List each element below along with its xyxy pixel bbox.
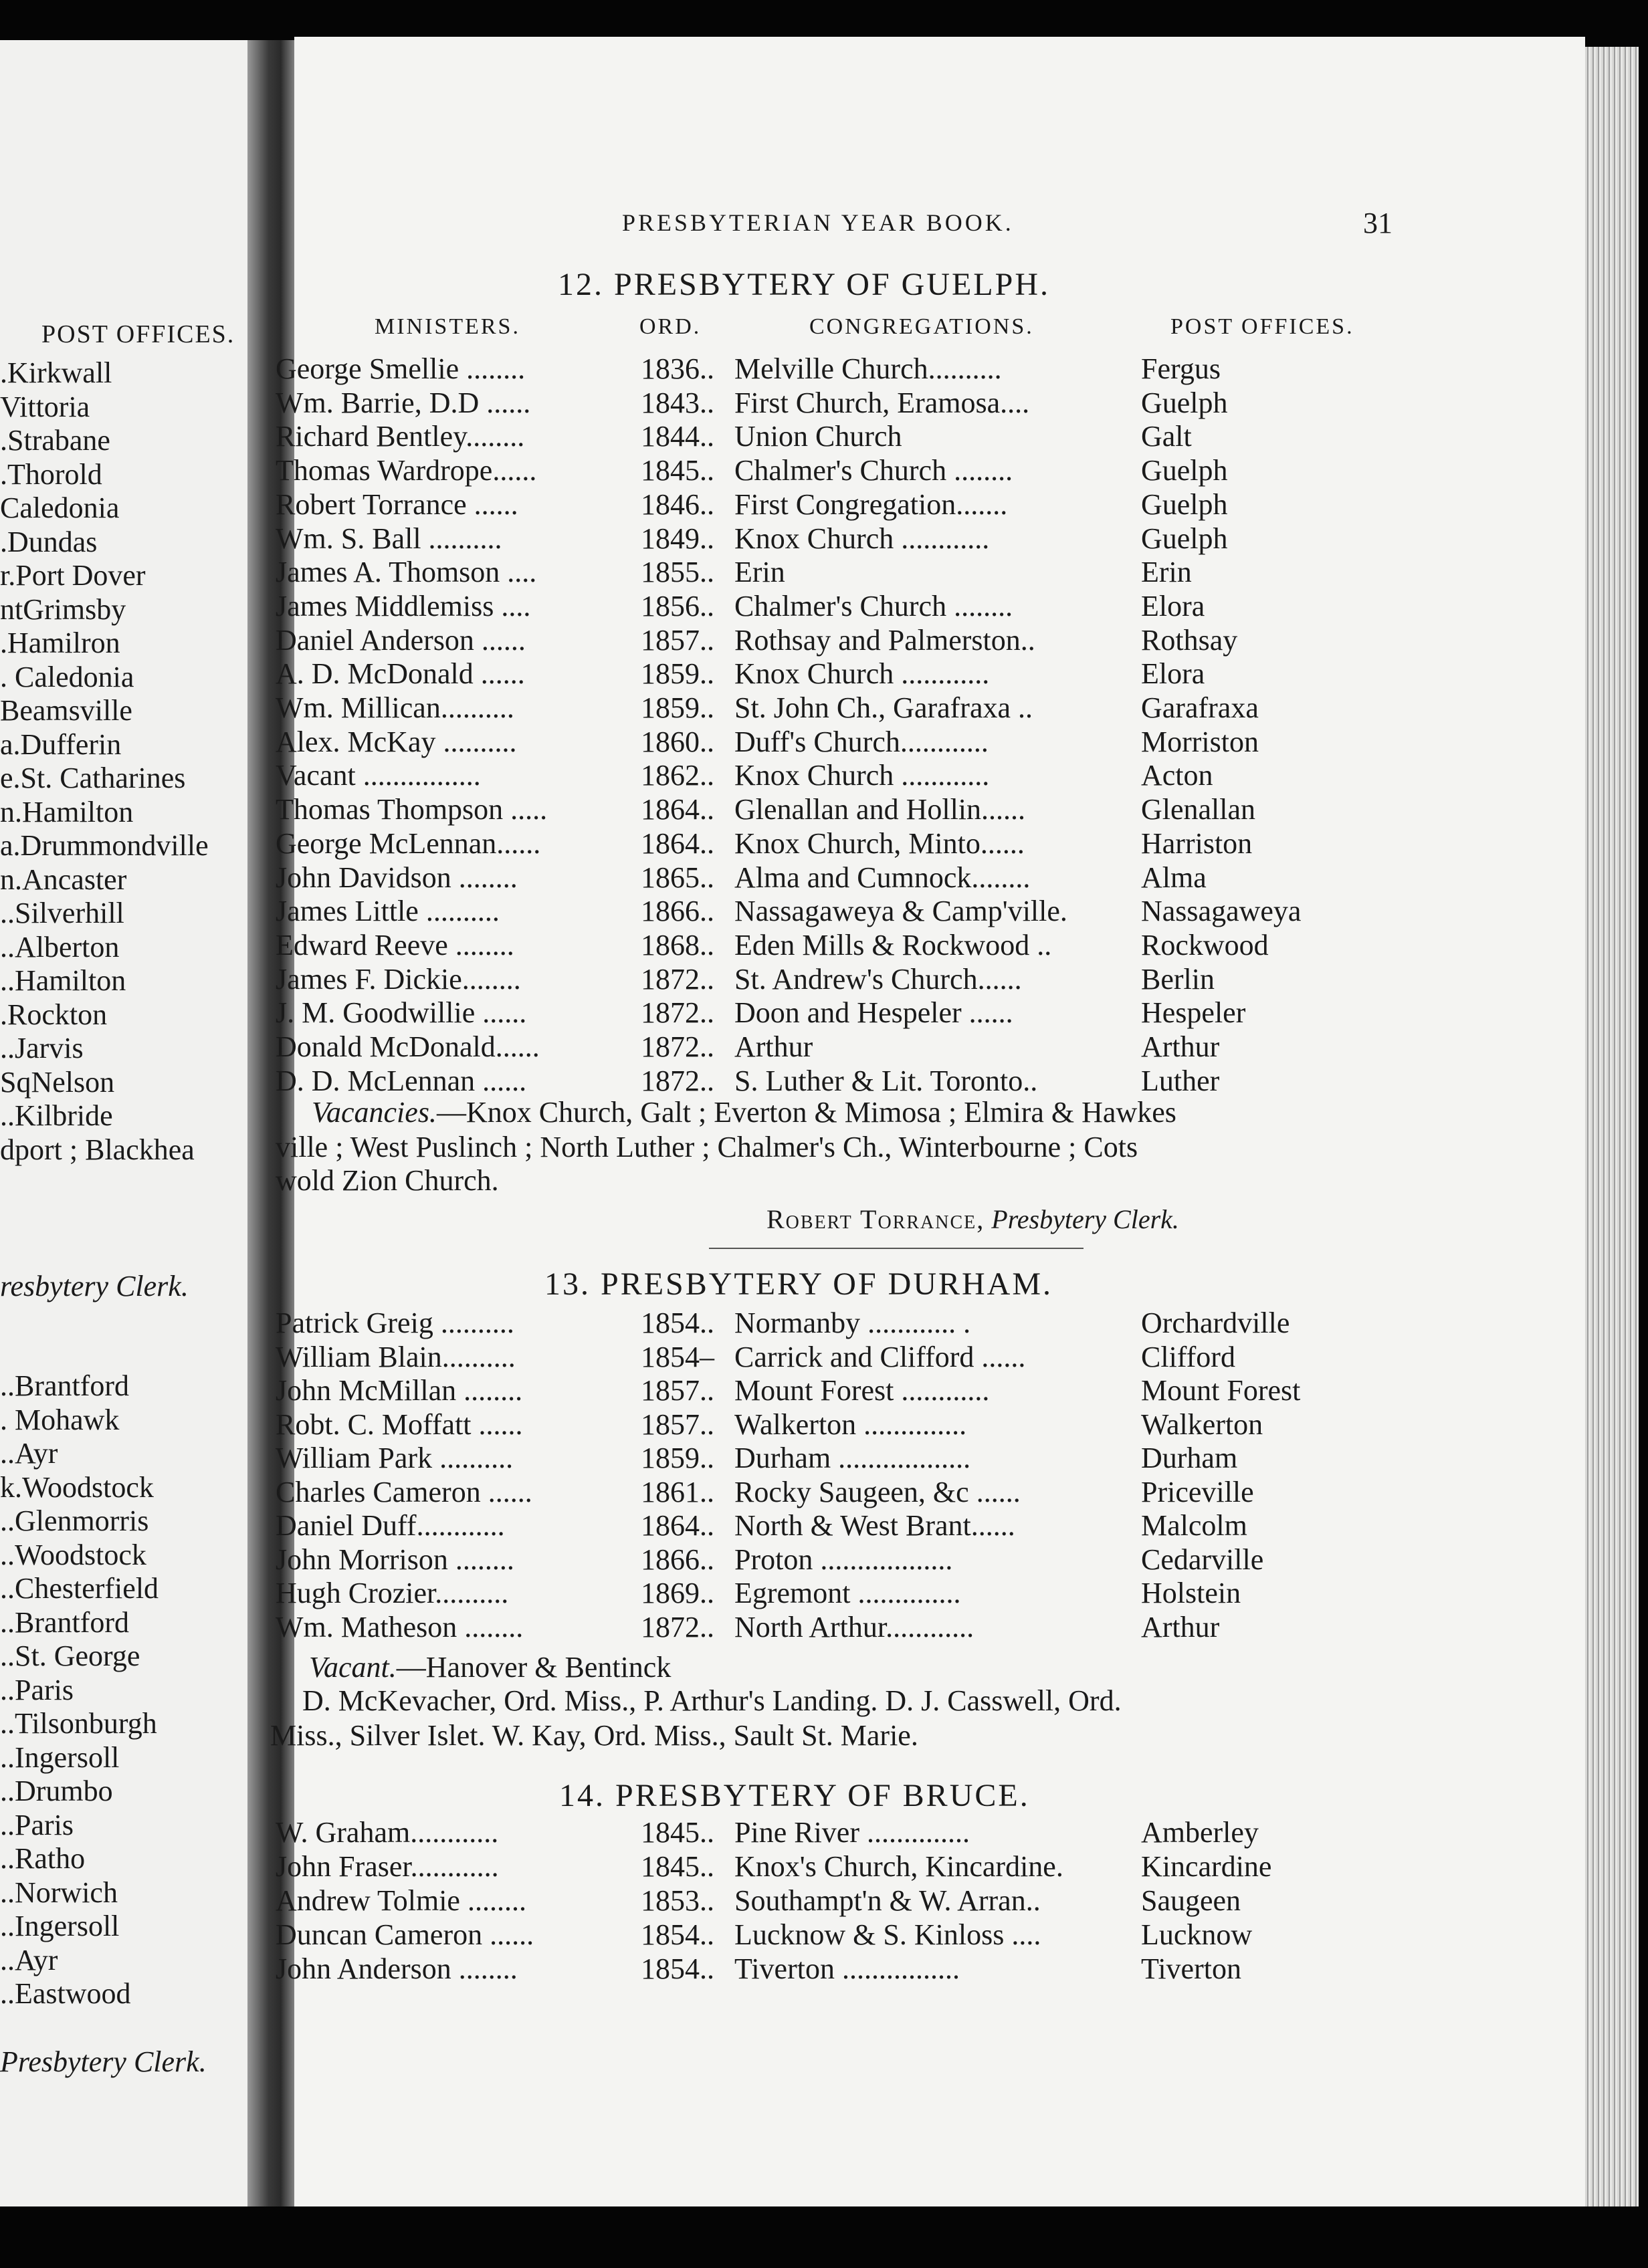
minister-cell: John Davidson ........ [276, 861, 518, 894]
post-office-cell: Cedarville [1141, 1543, 1264, 1576]
left-post-office-line: .Hamilron [0, 627, 120, 659]
page-edges [1585, 47, 1639, 2206]
post-office-cell: Malcolm [1141, 1509, 1247, 1542]
left-post-office-line: ..Glenmorris [0, 1504, 149, 1537]
minister-cell: George McLennan...... [276, 826, 541, 860]
ordination-year-cell: 1854– [641, 1340, 714, 1373]
congregation-cell: Alma and Cumnock........ [734, 861, 1031, 894]
ordination-year-cell: 1857.. [641, 623, 714, 657]
post-office-cell: Priceville [1141, 1475, 1254, 1508]
guelph-clerk: Robert Torrance, Presbytery Clerk. [766, 1204, 1179, 1234]
left-post-office-line: ..Brantford [0, 1605, 130, 1639]
congregation-cell: Proton .................. [734, 1543, 953, 1576]
ordination-year-cell: 1853.. [641, 1884, 714, 1917]
minister-cell: Thomas Wardrope...... [276, 454, 537, 487]
post-office-cell: Arthur [1141, 1610, 1220, 1643]
post-office-cell: Saugeen [1141, 1884, 1241, 1917]
congregation-cell: Southampt'n & W. Arran.. [734, 1884, 1041, 1917]
post-office-cell: Guelph [1141, 454, 1228, 487]
ordination-year-cell: 1854.. [641, 1952, 714, 1985]
ordination-year-cell: 1859.. [641, 1442, 714, 1474]
col-head-ministers: MINISTERS. [375, 314, 520, 339]
bruce-title: 14. PRESBYTERY OF BRUCE. [559, 1778, 1030, 1813]
congregation-cell: First Congregation....... [734, 487, 1008, 521]
left-post-office-line: ..Brantford [0, 1369, 130, 1402]
minister-cell: J. M. Goodwillie ...... [276, 996, 527, 1030]
congregation-cell: Duff's Church............ [734, 725, 989, 758]
ordination-year-cell: 1860.. [641, 725, 714, 758]
left-post-office-line: ..Hamilton [0, 964, 126, 997]
ordination-year-cell: 1869.. [641, 1577, 714, 1609]
ordination-year-cell: 1859.. [641, 691, 714, 724]
congregation-cell: North & West Brant...... [734, 1509, 1015, 1542]
left-post-office-line: dport ; Blackhea [0, 1133, 195, 1166]
durham-note-1: D. McKevacher, Ord. Miss., P. Arthur's Landing. D. J. Casswell, Ord. [302, 1684, 1122, 1717]
minister-cell: Thomas Thompson ..... [276, 793, 548, 826]
left-page [0, 40, 268, 2206]
minister-cell: William Park .......... [276, 1442, 514, 1474]
ordination-year-cell: 1854.. [641, 1918, 714, 1951]
congregation-cell: Lucknow & S. Kinloss .... [734, 1918, 1041, 1951]
post-office-cell: Guelph [1141, 386, 1228, 419]
durham-note-2: Miss., Silver Islet. W. Kay, Ord. Miss., Sault St. Marie. [270, 1719, 918, 1752]
post-office-cell: Berlin [1141, 962, 1215, 996]
post-office-cell: Morriston [1141, 725, 1259, 758]
left-post-office-line: ..Ratho [0, 1842, 86, 1875]
ordination-year-cell: 1866.. [641, 1543, 714, 1576]
ordination-year-cell: 1862.. [641, 759, 714, 792]
left-post-office-line: n.Hamilton [0, 795, 134, 828]
post-office-cell: Guelph [1141, 487, 1228, 521]
congregation-cell: Knox Church ............ [734, 657, 990, 691]
congregation-cell: Rothsay and Palmerston.. [734, 623, 1035, 657]
post-office-cell: Tiverton [1141, 1952, 1241, 1985]
congregation-cell: Walkerton .............. [734, 1407, 967, 1441]
left-post-office-line: ..Paris [0, 1808, 74, 1841]
congregation-cell: Nassagaweya & Camp'ville. [734, 895, 1067, 928]
post-office-cell: Walkerton [1141, 1407, 1263, 1441]
post-office-cell: Glenallan [1141, 793, 1256, 826]
post-office-cell: Harriston [1141, 826, 1253, 860]
left-post-office-line: ..Chesterfield [0, 1572, 159, 1605]
minister-cell: Andrew Tolmie ........ [276, 1884, 526, 1917]
post-office-cell: Rockwood [1141, 928, 1269, 961]
minister-cell: Wm. Matheson ........ [276, 1610, 524, 1643]
ordination-year-cell: 1855.. [641, 556, 714, 589]
congregation-cell: Melville Church.......... [734, 352, 1002, 385]
left-post-office-line: .Dundas [0, 525, 98, 558]
guelph-title: 12. PRESBYTERY OF GUELPH. [558, 267, 1050, 302]
guelph-vacancies-line-1: Vacancies.—Knox Church, Galt ; Everton & Mimosa ; Elmira & Hawkes [312, 1096, 1176, 1129]
congregation-cell: Tiverton ................ [734, 1952, 960, 1985]
ordination-year-cell: 1844.. [641, 420, 714, 453]
ordination-year-cell: 1845.. [641, 454, 714, 487]
post-office-cell: Erin [1141, 556, 1192, 589]
minister-cell: W. Graham............ [276, 1816, 499, 1849]
congregation-cell: Union Church [734, 420, 902, 453]
post-office-cell: Hespeler [1141, 996, 1246, 1030]
left-post-office-line: ..Paris [0, 1673, 74, 1706]
left-post-office-line: r.Port Dover [0, 559, 146, 592]
ordination-year-cell: 1865.. [641, 861, 714, 894]
congregation-cell: Knox Church ............ [734, 522, 990, 555]
ordination-year-cell: 1864.. [641, 1509, 714, 1542]
minister-cell: John Morrison ........ [276, 1543, 514, 1576]
left-post-office-line: Caledonia [0, 491, 120, 524]
left-post-office-line: .Thorold [0, 457, 102, 491]
minister-cell: John McMillan ........ [276, 1374, 523, 1407]
section-divider [709, 1248, 1084, 1249]
congregation-cell: Carrick and Clifford ...... [734, 1340, 1026, 1373]
ordination-year-cell: 1854.. [641, 1307, 714, 1339]
congregation-cell: Glenallan and Hollin...... [734, 793, 1026, 826]
minister-cell: Patrick Greig .......... [276, 1307, 514, 1339]
congregation-cell: Mount Forest ............ [734, 1374, 990, 1407]
congregation-cell: St. Andrew's Church...... [734, 962, 1022, 996]
minister-cell: A. D. McDonald ...... [276, 657, 525, 691]
left-post-office-line: ..Jarvis [0, 1032, 84, 1064]
col-head-ord: ORD. [639, 314, 702, 339]
minister-cell: Donald McDonald...... [276, 1030, 540, 1063]
ordination-year-cell: 1843.. [641, 386, 714, 419]
congregation-cell: Chalmer's Church ........ [734, 454, 1013, 487]
congregation-cell: Doon and Hespeler ...... [734, 996, 1013, 1030]
left-post-office-line: n.Ancaster [0, 863, 127, 896]
congregation-cell: S. Luther & Lit. Toronto.. [734, 1064, 1038, 1097]
minister-cell: Edward Reeve ........ [276, 928, 514, 961]
post-office-cell: Garafraxa [1141, 691, 1259, 724]
durham-vacant: Vacant.—Hanover & Bentinck [309, 1651, 672, 1684]
congregation-cell: Chalmer's Church ........ [734, 589, 1013, 622]
post-office-cell: Luther [1141, 1064, 1220, 1097]
ordination-year-cell: 1845.. [641, 1850, 714, 1883]
minister-cell: Wm. Millican.......... [276, 691, 514, 724]
guelph-vacancies-line-2: ville ; West Puslinch ; North Luther ; Chalmer's Ch., Winterbourne ; Cots [276, 1131, 1138, 1163]
running-head: PRESBYTERIAN YEAR BOOK. [622, 209, 1014, 236]
left-post-office-line: ..Alberton [0, 930, 120, 963]
minister-cell: Wm. S. Ball .......... [276, 522, 502, 555]
left-post-office-line: .Strabane [0, 424, 110, 457]
post-office-cell: Orchardville [1141, 1307, 1290, 1339]
minister-cell: Richard Bentley........ [276, 420, 525, 453]
minister-cell: James A. Thomson .... [276, 556, 537, 589]
minister-cell: Hugh Crozier.......... [276, 1577, 509, 1609]
congregation-cell: St. John Ch., Garafraxa .. [734, 691, 1033, 724]
left-post-office-line: .Rockton [0, 998, 108, 1031]
ordination-year-cell: 1872.. [641, 1030, 714, 1063]
left-post-office-line: ..St. George [0, 1639, 140, 1672]
congregation-cell: Erin [734, 556, 785, 589]
col-head-post-offices: POST OFFICES. [1170, 314, 1354, 339]
ordination-year-cell: 1861.. [641, 1475, 714, 1508]
minister-cell: Vacant ................ [276, 759, 481, 792]
ordination-year-cell: 1866.. [641, 895, 714, 928]
minister-cell: Wm. Barrie, D.D ...... [276, 386, 531, 419]
post-office-cell: Durham [1141, 1442, 1238, 1474]
left-post-office-line: Vittoria [0, 390, 90, 423]
minister-cell: Charles Cameron ...... [276, 1475, 532, 1508]
ordination-year-cell: 1864.. [641, 826, 714, 860]
ordination-year-cell: 1859.. [641, 657, 714, 691]
left-post-office-line: . Mohawk [0, 1403, 120, 1436]
minister-cell: William Blain.......... [276, 1340, 516, 1373]
post-office-cell: Holstein [1141, 1577, 1241, 1609]
minister-cell: Robt. C. Moffatt ...... [276, 1407, 523, 1441]
left-post-office-line: a.Dufferin [0, 727, 122, 761]
minister-cell: James Little .......... [276, 895, 500, 928]
post-office-cell: Arthur [1141, 1030, 1220, 1063]
minister-cell: John Anderson ........ [276, 1952, 518, 1985]
minister-cell: George Smellie ........ [276, 352, 526, 385]
post-office-cell: Elora [1141, 589, 1205, 622]
minister-cell: Alex. McKay .......... [276, 725, 517, 758]
ordination-year-cell: 1864.. [641, 793, 714, 826]
minister-cell: Daniel Anderson ...... [276, 623, 526, 657]
post-office-cell: Rothsay [1141, 623, 1238, 657]
congregation-cell: Rocky Saugeen, &c ...... [734, 1475, 1021, 1508]
left-post-office-line: ..Silverhill [0, 897, 124, 929]
durham-title: 13. PRESBYTERY OF DURHAM. [544, 1266, 1053, 1302]
left-post-office-line: ..Woodstock [0, 1538, 146, 1571]
left-post-office-line: ..Kilbride [0, 1099, 113, 1132]
post-office-cell: Guelph [1141, 522, 1228, 555]
post-office-cell: Fergus [1141, 352, 1221, 385]
ordination-year-cell: 1846.. [641, 487, 714, 521]
ordination-year-cell: 1872.. [641, 1064, 714, 1097]
congregation-cell: Knox Church ............ [734, 759, 990, 792]
post-office-cell: Elora [1141, 657, 1205, 691]
minister-cell: D. D. McLennan ...... [276, 1064, 527, 1097]
congregation-cell: Durham .................. [734, 1442, 971, 1474]
left-post-office-line: ..Eastwood [0, 1977, 131, 2010]
post-office-cell: Mount Forest [1141, 1374, 1301, 1407]
post-office-cell: Lucknow [1141, 1918, 1253, 1951]
congregation-cell: Egremont .............. [734, 1577, 961, 1609]
congregation-cell: Knox's Church, Kincardine. [734, 1850, 1063, 1883]
left-post-office-line: ..Tilsonburgh [0, 1707, 157, 1740]
guelph-vacancies-line-3: wold Zion Church. [276, 1164, 499, 1197]
ordination-year-cell: 1872.. [641, 996, 714, 1030]
post-office-cell: Amberley [1141, 1816, 1259, 1849]
congregation-cell: Pine River .............. [734, 1816, 970, 1849]
left-post-office-line: SqNelson [0, 1065, 115, 1099]
ordination-year-cell: 1857.. [641, 1407, 714, 1441]
left-clerk-2: Presbytery Clerk. [0, 2045, 207, 2078]
left-post-office-line: ntGrimsby [0, 592, 126, 626]
ordination-year-cell: 1868.. [641, 928, 714, 961]
minister-cell: John Fraser............ [276, 1850, 499, 1883]
left-post-office-line: a.Drummondville [0, 829, 209, 862]
post-office-cell: Acton [1141, 759, 1213, 792]
minister-cell: Daniel Duff............ [276, 1509, 505, 1542]
left-post-office-line: ..Ayr [0, 1943, 58, 1976]
left-post-office-line: ..Drumbo [0, 1775, 113, 1807]
left-post-office-line: ..Ayr [0, 1437, 58, 1470]
congregation-cell: Knox Church, Minto...... [734, 826, 1025, 860]
post-office-cell: Clifford [1141, 1340, 1235, 1373]
ordination-year-cell: 1872.. [641, 962, 714, 996]
ordination-year-cell: 1857.. [641, 1374, 714, 1407]
minister-cell: Robert Torrance ...... [276, 487, 518, 521]
post-office-cell: Alma [1141, 861, 1207, 894]
left-post-offices-heading: POST OFFICES. [41, 320, 235, 348]
left-post-office-line: ..Ingersoll [0, 1910, 120, 1942]
ordination-year-cell: 1849.. [641, 522, 714, 555]
left-post-office-line: ..Norwich [0, 1876, 118, 1909]
left-clerk-1: resbytery Clerk. [0, 1270, 189, 1302]
col-head-congregations: CONGREGATIONS. [809, 314, 1034, 339]
congregation-cell: First Church, Eramosa.... [734, 386, 1030, 419]
left-post-office-line: e.St. Catharines [0, 762, 186, 794]
left-post-office-line: ..Ingersoll [0, 1740, 120, 1774]
ordination-year-cell: 1856.. [641, 589, 714, 622]
minister-cell: Duncan Cameron ...... [276, 1918, 534, 1951]
congregation-cell: North Arthur............ [734, 1610, 974, 1643]
left-post-office-line: . Caledonia [0, 660, 134, 693]
left-post-office-line: Beamsville [0, 694, 132, 727]
ordination-year-cell: 1836.. [641, 352, 714, 385]
congregation-cell: Normanby ............ . [734, 1307, 971, 1339]
congregation-cell: Arthur [734, 1030, 813, 1063]
page-number: 31 [1363, 207, 1393, 239]
post-office-cell: Nassagaweya [1141, 895, 1302, 928]
ordination-year-cell: 1872.. [641, 1610, 714, 1643]
post-office-cell: Galt [1141, 420, 1192, 453]
ordination-year-cell: 1845.. [641, 1816, 714, 1849]
left-post-office-line: .Kirkwall [0, 356, 112, 389]
congregation-cell: Eden Mills & Rockwood .. [734, 928, 1052, 961]
left-post-office-line: k.Woodstock [0, 1470, 154, 1504]
minister-cell: James Middlemiss .... [276, 589, 531, 622]
minister-cell: James F. Dickie........ [276, 962, 521, 996]
post-office-cell: Kincardine [1141, 1850, 1272, 1883]
